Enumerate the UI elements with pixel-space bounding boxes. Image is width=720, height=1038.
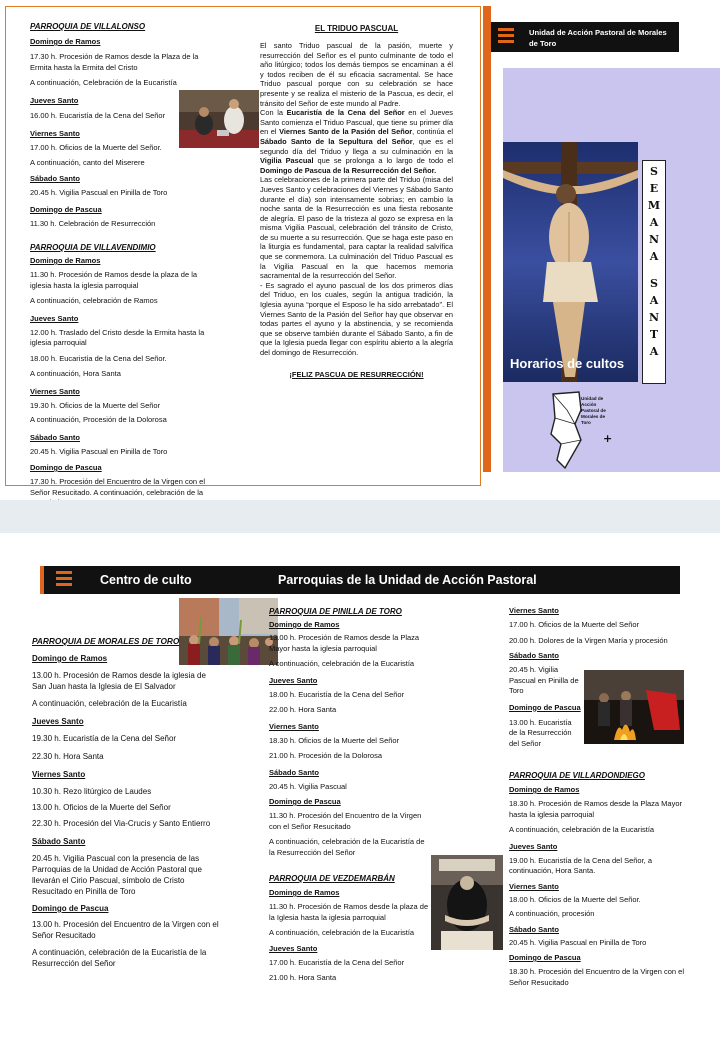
easter-fire-photo: [584, 670, 684, 744]
parish-title: PARROQUIA DE VILLARDONDIEGO: [509, 771, 646, 780]
schedule-line: 16.00 h. Eucaristía de la Cena del Señor: [30, 110, 166, 120]
day-heading: Jueves Santo: [30, 313, 79, 323]
schedule-line: 13.00 h. Procesión de Ramos desde la iglesia de San Juan hasta la Iglesia de El Salvador: [32, 671, 206, 691]
day-heading: Domingo de Ramos: [30, 37, 101, 46]
label-letter: A: [649, 216, 659, 229]
pieta-statue-photo: [431, 855, 503, 950]
schedule-line: 11.30 h. Procesión del Encuentro de la Virgen con el Señor Resucitado: [269, 811, 422, 831]
feliz-pascua-text: ¡FELIZ PASCUA DE RESURRECCIÓN!: [289, 369, 424, 379]
day-heading: Viernes Santo: [269, 721, 319, 731]
semana-santa-vertical-label: [642, 160, 666, 384]
bold-run: Domingo de Pascua de la Resurrección del Señor.: [260, 165, 437, 175]
triduo-paragraph: - Es sagrado el ayuno pascual de los dos primeros días del Triduo, en los cuales, según la antigua tradición, la Iglesia ayuna “porque el Esposo le ha sido arrebatado”. El Viernes Santo de la Pasión del Señor hay que observar en todas partes el ayuno y la abstinencia, y se recomienda que se observe también durante el Sábado Santo, a fin de que la Iglesia pueda llegar con espíritu abierto a la alegría del domingo de Resurrección.: [260, 280, 453, 357]
cover-header-title: Unidad de Acción Pastoral de Morales de Toro: [529, 28, 667, 48]
day-heading: Jueves Santo: [269, 675, 318, 685]
day-heading: Domingo de Ramos: [30, 256, 101, 265]
schedule-line: 17.30 h. Procesión de Ramos desde la Plaza de la Ermita hasta la Ermita del Cristo: [30, 52, 199, 72]
day-heading: Viernes Santo: [509, 881, 559, 891]
day-heading: Domingo de Pascua: [269, 797, 341, 806]
label-letter: A: [649, 345, 659, 358]
schedule-line: A continuación, celebración de la Eucaristía: [269, 928, 415, 937]
text-run: , que es el segundo día del Triduo y llega a su culminación en la: [260, 136, 453, 156]
svg-text:+: +: [603, 432, 613, 445]
schedule-line: A continuación, Celebración de la Eucaristía: [30, 78, 177, 87]
schedule-line: A continuación, celebración de Ramos: [30, 296, 158, 305]
day-heading: Domingo de Pascua: [509, 702, 581, 712]
day-heading: Domingo de Pascua: [32, 904, 109, 913]
day-heading: Viernes Santo: [509, 606, 559, 615]
day-heading: Viernes Santo: [30, 129, 80, 138]
triduo-paragraph: [260, 108, 453, 175]
bold-run: Sábado Santo de la Sepultura del Señor: [260, 136, 413, 146]
parish-title: PARROQUIA DE PINILLA DE TORO: [269, 607, 402, 616]
day-heading: Sábado Santo: [269, 767, 320, 777]
schedule-line: 13.00 h. Procesión del Encuentro de la Virgen con el Señor Resucitado: [32, 920, 219, 940]
parroquias-title: Parroquias de la Unidad de Acción Pastoral: [278, 573, 537, 587]
crucifix-image: [503, 142, 638, 382]
bold-run: Eucaristía de la Cena del Señor: [286, 108, 405, 118]
day-heading: Domingo de Ramos: [269, 888, 340, 897]
day-heading: Sábado Santo: [30, 432, 81, 442]
schedule-line: A continuación, procesión: [509, 909, 595, 918]
schedule-line: A continuación, celebración de la Eucaristía de la Resurrección del Señor: [32, 948, 207, 968]
label-letter: E: [649, 182, 659, 195]
day-heading: Jueves Santo: [32, 717, 84, 726]
schedule-line: 13.00 h. Oficios de la Muerte del Señor: [32, 803, 171, 812]
triduo-paragraph: Las celebraciones de la primera parte del Triduo (misa del Jueves Santo y celebraciones del Viernes y Sábado Santo durante el día) son intensamente sobrias; en cambio la noche santa de la Resurrección es una fiesta rebosante de alegría. El paso de la tristeza al gozo se expresa en la misma Vigilia Pascual, celebración del tránsito de Cristo, de su muerte a su resurrección. Que se haga este paso en la liturgia es fundamental, para captar la realidad salvífica que se conmemora. La culminación del Triduo Pascual es la Vigilia Pascual en la que hacemos memoria sacramental de la resurrección del Señor.: [260, 175, 453, 281]
schedule-line: 17.00 h. Oficios de la Muerte del Señor.: [30, 143, 162, 152]
schedule-line: 18.30 h. Procesión de Ramos desde la Plaza Mayor hasta la iglesia parroquial: [509, 799, 683, 819]
schedule-line: 19.30 h. Eucaristía de la Cena del Señor: [32, 734, 177, 743]
day-heading: Viernes Santo: [30, 386, 80, 396]
text-run: en el Jueves Santo comienza el Triduo Pascual, que tiene su primer día en el: [260, 108, 453, 137]
schedule-line: 18.00 h. Eucaristía de la Cena del Señor: [269, 689, 405, 699]
schedule-column-morales: [32, 636, 222, 969]
schedule-line: 20.45 h. Vigilia Pascual en Pinilla de Toro: [509, 665, 579, 695]
schedule-line: A continuación, canto del Miserere: [30, 157, 145, 167]
schedule-line: 18.30 h. Oficios de la Muerte del Señor: [269, 735, 400, 745]
schedule-line: A continuación, Procesión de la Dolorosa: [30, 415, 167, 424]
text-run: Con la: [260, 108, 287, 118]
schedule-line: A continuación, celebración de la Eucaristía: [509, 825, 655, 834]
schedule-line: 21.00 h. Procesión de la Dolorosa: [269, 751, 382, 760]
schedule-line: 17.30 h. Procesión del Encuentro de la Virgen con el Señor Resucitado. A continuación, celebración de la: [30, 477, 205, 497]
label-letter: M: [647, 199, 661, 212]
cover-orange-bar: [483, 6, 491, 472]
schedule-line: 13.00 h. Eucaristía de la Resurrección del Señor: [509, 717, 572, 748]
cover-header: [491, 22, 679, 52]
schedule-line: 20.45 h. Vigilia Pascual: [269, 781, 347, 791]
day-heading: Sábado Santo: [509, 651, 560, 660]
menu-icon: [56, 571, 72, 589]
parish-title: PARROQUIA DE VILLAVENDIMIO: [30, 243, 156, 252]
bottom-header-bar: [40, 566, 680, 594]
schedule-line: 10.30 h. Rezo litúrgico de Laudes: [32, 787, 152, 796]
day-heading: Sábado Santo: [509, 924, 560, 934]
schedule-column-villardondiego: [509, 606, 684, 988]
header-orange-accent: [40, 566, 44, 594]
parish-title: PARROQUIA DE VILLALONSO: [30, 22, 146, 31]
schedule-line: 17.00 h. Oficios de la Muerte del Señor: [509, 620, 640, 629]
schedule-line: 20.45 h. Vigilia Pascual con la presencia de las Parroquias de la Unidad de Acción Pastoral que llevarán el Cirio Pascual, símbolo de Cristo Resucitado en Pinilla de Toro: [32, 854, 202, 896]
schedule-line: 20.45 h. Vigilia Pascual en Pinilla de Toro: [30, 188, 168, 197]
label-letter: S: [650, 277, 658, 290]
schedule-line: 22.30 h. Hora Santa: [32, 752, 104, 761]
schedule-line: 18.30 h. Procesión del Encuentro de la Virgen con el Señor Resucitado: [509, 967, 684, 987]
label-letter: S: [650, 165, 658, 178]
schedule-line: 18.00 h. Eucaristía de la Cena del Señor.: [30, 353, 167, 363]
schedule-line: 13.00 h. Procesión de Ramos desde la Plaza Mayor hasta la iglesia parroquial: [269, 633, 420, 653]
schedule-line: A continuación, celebración de la Eucaristía de la Resurrección del Señor: [269, 837, 425, 857]
day-heading: Domingo de Ramos: [32, 654, 108, 663]
schedule-line: 19.30 h. Oficios de la Muerte del Señor: [30, 400, 161, 410]
page-divider: [0, 500, 720, 533]
centro-de-culto-title: Centro de culto: [100, 573, 192, 587]
schedule-line: A continuación, Hora Santa: [30, 369, 121, 378]
label-letter: A: [649, 294, 659, 307]
day-heading: Domingo de Pascua: [30, 204, 102, 214]
day-heading: Sábado Santo: [32, 837, 86, 846]
triduo-pascual-column: [260, 24, 453, 379]
schedule-line: 22.30 h. Procesión del Via-Crucis y Santo Entierro: [32, 819, 211, 828]
parish-title: PARROQUIA DE VEZDEMARBÁN: [269, 874, 395, 883]
day-heading: Jueves Santo: [30, 95, 79, 105]
day-heading: Sábado Santo: [30, 174, 81, 183]
label-letter: N: [648, 311, 660, 324]
schedule-line: 21.00 h. Hora Santa: [269, 973, 337, 982]
top-brochure-page: [0, 0, 720, 497]
triduo-paragraph: El santo Triduo pascual de la pasión, muerte y resurrección del Señor es el punto culminante de todo el año litúrgico; todos los demás tiempos se encaminan a él y todos reciben de él su eficacia sacramental. Se hace Triduo pascual porque con su celebración se hace presente y se realiza el misterio de la Pascua, es decir, el tránsito del Señor de este mundo al Padre.: [260, 41, 453, 108]
schedule-line: 20.45 h. Vigilia Pascual en Pinilla de Toro: [509, 937, 647, 947]
schedule-line: 20.00 h. Dolores de la Virgen María y procesión: [509, 635, 668, 645]
bold-run: Viernes Santo de la Pasión del Señor: [279, 127, 413, 137]
schedule-line: 11.30 h. Celebración de Resurrección: [30, 218, 156, 228]
foot-washing-photo: [179, 90, 259, 148]
day-heading: Domingo de Ramos: [509, 785, 580, 794]
schedule-column-pinilla: [269, 607, 429, 984]
day-heading: Domingo de Pascua: [509, 953, 581, 962]
schedule-line: 20.45 h. Vigilia Pascual en Pinilla de Toro: [30, 446, 168, 456]
schedule-line: 12.00 h. Traslado del Cristo desde la Ermita hasta la iglesia parroquial: [30, 327, 205, 347]
schedule-line: 22.00 h. Hora Santa: [269, 705, 337, 714]
label-letter: N: [648, 233, 660, 246]
cover-white-strip: [491, 68, 503, 472]
bold-run: Vigilia Pascual: [260, 156, 314, 166]
logo-caption: Unidad de Acción Pastoral de Morales de Toro: [581, 396, 606, 425]
day-heading: Domingo de Pascua: [30, 463, 102, 472]
schedule-line: 11.30 h. Procesión de Ramos desde la plaza de la iglesia hasta la iglesia parroquial: [30, 270, 198, 290]
menu-icon: [498, 28, 514, 46]
schedule-line: 19.00 h. Eucaristía de la Cena del Señor, a continuación, Hora Santa.: [509, 855, 653, 875]
schedule-line: 17.00 h. Eucaristía de la Cena del Señor: [269, 957, 405, 967]
label-letter: A: [649, 250, 659, 263]
triduo-title: EL TRIDUO PASCUAL: [314, 24, 399, 33]
day-heading: Domingo de Ramos: [269, 620, 340, 629]
parish-title: PARROQUIA DE MORALES DE TORO: [32, 636, 180, 646]
day-heading: Jueves Santo: [509, 841, 558, 851]
horarios-de-cultos-label: Horarios de cultos: [510, 356, 625, 371]
text-run: , continúa el: [412, 127, 453, 137]
schedule-line: 18.00 h. Oficios de la Muerte del Señor.: [509, 894, 641, 904]
schedule-line: A continuación, celebración de la Eucaristía: [269, 659, 415, 668]
schedule-line: A continuación, celebración de la Eucaristía: [32, 699, 187, 708]
schedule-line: 11.30 h. Procesión de Ramos desde la plaza de la Iglesia hasta la iglesia parroquial: [269, 902, 429, 922]
day-heading: Viernes Santo: [32, 770, 86, 779]
text-run: que se prolonga a lo largo de todo el: [313, 156, 453, 166]
label-letter: T: [649, 328, 659, 341]
day-heading: Jueves Santo: [269, 943, 318, 953]
